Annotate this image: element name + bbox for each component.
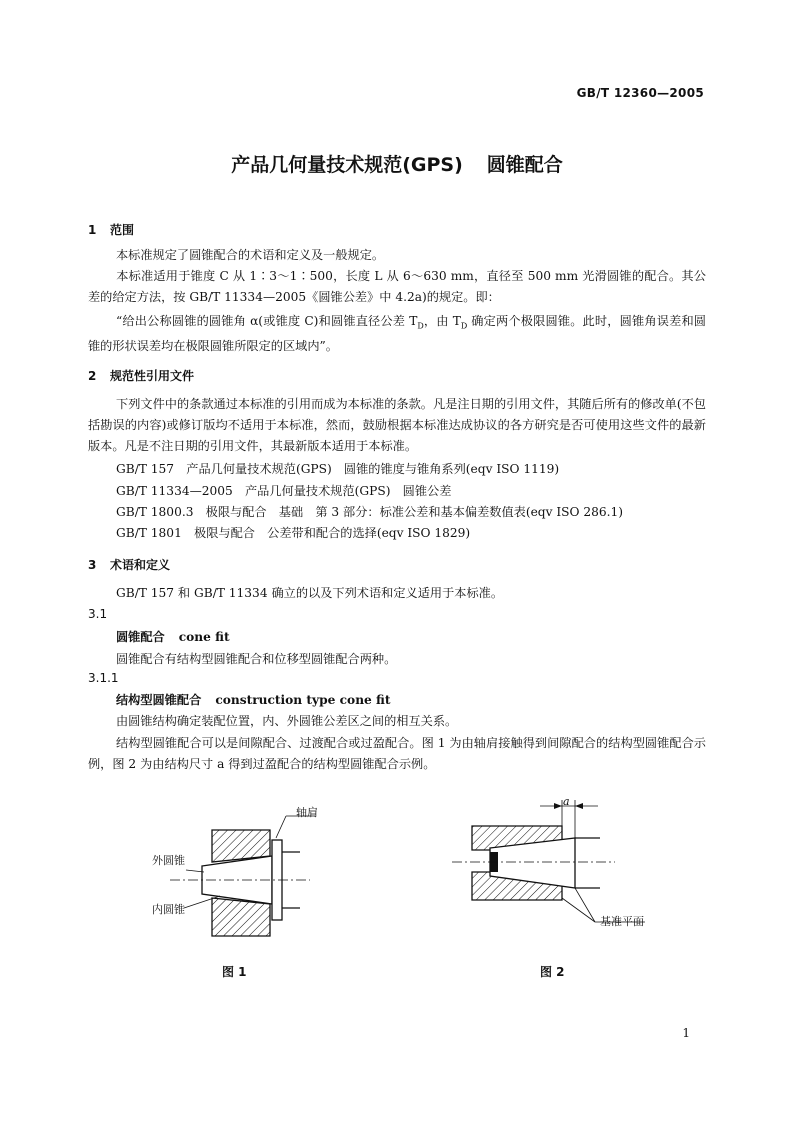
label-dimension-a: a [563, 795, 570, 808]
label-inner-cone: 内圆锥 [152, 903, 185, 916]
reference-item: GB/T 157 产品几何量技术规范(GPS) 圆锥的锥度与锥角系列(eqv ISO 1119) [116, 462, 560, 476]
clause-3-1-number: 3.1 [88, 607, 108, 621]
title-main: 产品几何量技术规范(GPS) [231, 154, 463, 176]
reference-item: GB/T 1800.3 极限与配合 基础 第 3 部分：标准公差和基本偏差数值表(eqv ISO 286.1) [116, 505, 624, 519]
term-cone-fit: 圆锥配合 cone fit [116, 630, 230, 644]
section-1-heading: 1 范围 [88, 223, 135, 237]
term-construction-type-cone-fit: 结构型圆锥配合 construction type cone fit [116, 693, 391, 707]
definition-cone-fit: 圆锥配合有结构型圆锥配合和位移型圆锥配合两种。 [116, 652, 397, 666]
title-sub: 圆锥配合 [486, 154, 563, 176]
label-reference-plane: 基准平面 [600, 915, 644, 928]
section-3-heading: 3 术语和定义 [88, 558, 171, 572]
clause-3-1-1-number: 3.1.1 [88, 671, 119, 685]
reference-item: GB/T 11334—2005 产品几何量技术规范(GPS) 圆锥公差 [116, 484, 452, 498]
label-shoulder: 轴肩 [296, 806, 318, 819]
section-3-para-1: GB/T 157 和 GB/T 11334 确立的以及下列术语和定义适用于本标准。 [116, 586, 504, 600]
standard-number: GB/T 12360—2005 [576, 86, 704, 100]
definition-construction-type: 由圆锥结构确定装配位置，内、外圆锥公差区之间的相互关系。 [116, 714, 458, 728]
section-1-para-3: “给出公称圆锥的圆锥角 α(或锥度 C)和圆锥直径公差 $T_D$，由 $T_D$ 确定两个极限圆锥。此时，圆锥角误差和圆锥的形状误差均在极限圆锥所限定的区域内”。 [88, 314, 706, 354]
reference-item: GB/T 1801 极限与配合 公差带和配合的选择(eqv ISO 1829) [116, 526, 471, 540]
page-title [0, 150, 794, 177]
section-2-heading: 2 规范性引用文件 [88, 369, 195, 383]
page-number: 1 [682, 1026, 690, 1040]
definition-construction-type-examples: 结构型圆锥配合可以是间隙配合、过渡配合或过盈配合。图 1 为由轴肩接触得到间隙配合的结构型圆锥配合示例，图 2 为由结构尺寸 a 得到过盈配合的结构型圆锥配合示例。 [88, 736, 706, 771]
figure-1-caption: 图 1 [222, 965, 247, 979]
section-1-para-2: 本标准适用于锥度 C 从 1∶3～1∶500，长度 L 从 6～630 mm，直径至 500 mm 光滑圆锥的配合。其公差的给定方法，按 GB/T 11334—2005《圆锥公差》中 4.2a)的规定。即： [88, 269, 706, 304]
section-2-para-1: 下列文件中的条款通过本标准的引用而成为本标准的条款。凡是注日期的引用文件，其随后所有的修改单(不包括勘误的内容)或修订版均不适用于本标准，然而，鼓励根据本标准达成协议的各方研究是否可使用这些文件的最新版本。凡是不注日期的引用文件，其最新版本适用于本标准。 [88, 397, 706, 453]
figure-2-caption: 图 2 [540, 965, 565, 979]
section-1-para-1: 本标准规定了圆锥配合的术语和定义及一般规定。 [116, 248, 385, 262]
label-outer-cone: 外圆锥 [152, 854, 185, 867]
